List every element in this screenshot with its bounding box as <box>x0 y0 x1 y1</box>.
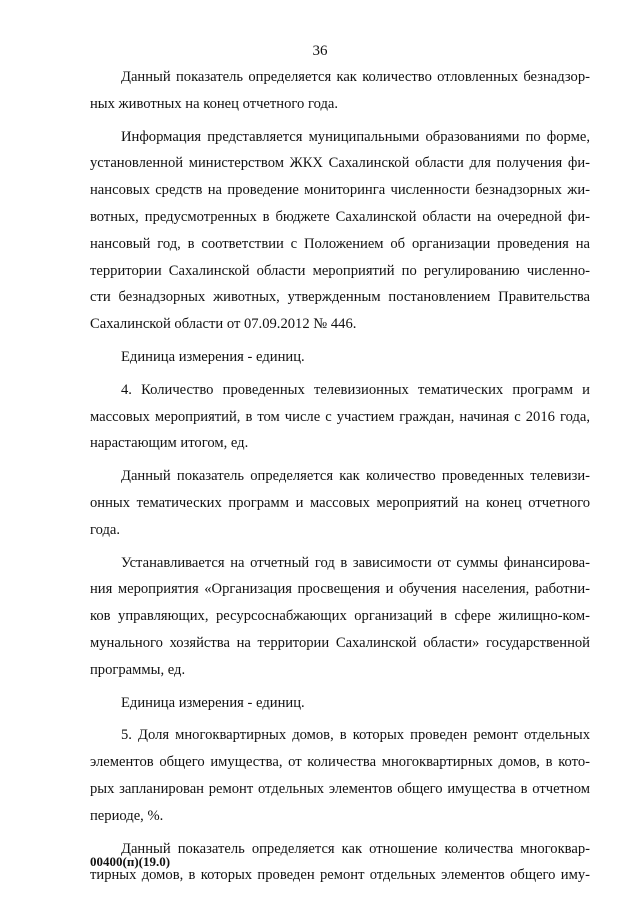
text-line: нарастающим итогом, ед. <box>90 435 249 452</box>
text-line: онных тематических программ и массовых мероприятий на конец отчетного <box>90 494 590 511</box>
text-line: Данный показатель определяется как отношение количества многоквар- <box>121 840 590 857</box>
paragraph <box>90 690 590 717</box>
text-line: Сахалинской области от 07.09.2012 № 446. <box>90 316 357 333</box>
paragraph <box>90 722 590 829</box>
text-line: рых запланирован ремонт отдельных элементов общего имущества в отчетном <box>90 780 590 797</box>
paragraph <box>90 463 590 543</box>
text-line: вотных, предусмотренных в бюджете Сахалинской области на очередной фи- <box>90 208 590 225</box>
paragraph <box>90 64 590 118</box>
text-line: Единица измерения - единиц. <box>121 348 305 365</box>
text-line: Данный показатель определяется как количество отловленных безнадзор- <box>121 69 590 85</box>
paragraph <box>90 377 590 457</box>
text-line: Данный показатель определяется как количество проведенных телевизи- <box>121 468 590 485</box>
text-line: установленной министерством ЖКХ Сахалинской области для получения фи- <box>90 155 590 172</box>
text-line: ных животных на конец отчетного года. <box>90 95 339 112</box>
text-line: мунального хозяйства на территории Сахалинской области» государственной <box>90 634 590 651</box>
text-line: Единица измерения - единиц. <box>121 694 305 711</box>
paragraph <box>90 550 590 684</box>
text-line: ков управляющих, ресурсоснабжающих организаций в сфере жилищно-ком- <box>90 608 590 625</box>
paragraph <box>90 344 590 371</box>
text-line: нансовых средств на проведение мониторинга численности безнадзорных жи- <box>90 182 590 199</box>
text-line: тирных домов, в которых проведен ремонт отдельных элементов общего иму- <box>90 867 590 884</box>
document-body <box>90 64 590 895</box>
text-line: элементов общего имущества, от количества многоквартирных домов, в кото- <box>90 754 590 771</box>
text-line: Информация представляется муниципальными образованиями по форме, <box>121 128 590 145</box>
text-line: периоде, %. <box>90 807 164 824</box>
text-line: ния мероприятия «Организация просвещения и обучения населения, работни- <box>90 581 590 598</box>
page-number: 36 <box>312 43 328 59</box>
text-line: 4. Количество проведенных телевизионных тематических программ и <box>121 381 590 398</box>
document-code: 00400(п)(19.0) <box>90 854 171 869</box>
text-line: года. <box>90 521 121 538</box>
text-line: Устанавливается на отчетный год в зависимости от суммы финансирова- <box>121 554 590 571</box>
text-line: программы, ед. <box>90 661 186 678</box>
text-line: нансовый год, в соответствии с Положением об организации проведения на <box>90 235 590 252</box>
text-line: сти безнадзорных животных, утвержденным постановлением Правительства <box>90 289 590 306</box>
text-line: 5. Доля многоквартирных домов, в которых проведен ремонт отдельных <box>121 727 590 744</box>
text-line: территории Сахалинской области мероприятий по регулированию численно- <box>90 262 590 279</box>
text-line: массовых мероприятий, в том числе с участием граждан, начиная с 2016 года, <box>90 408 590 425</box>
paragraph <box>90 124 590 338</box>
